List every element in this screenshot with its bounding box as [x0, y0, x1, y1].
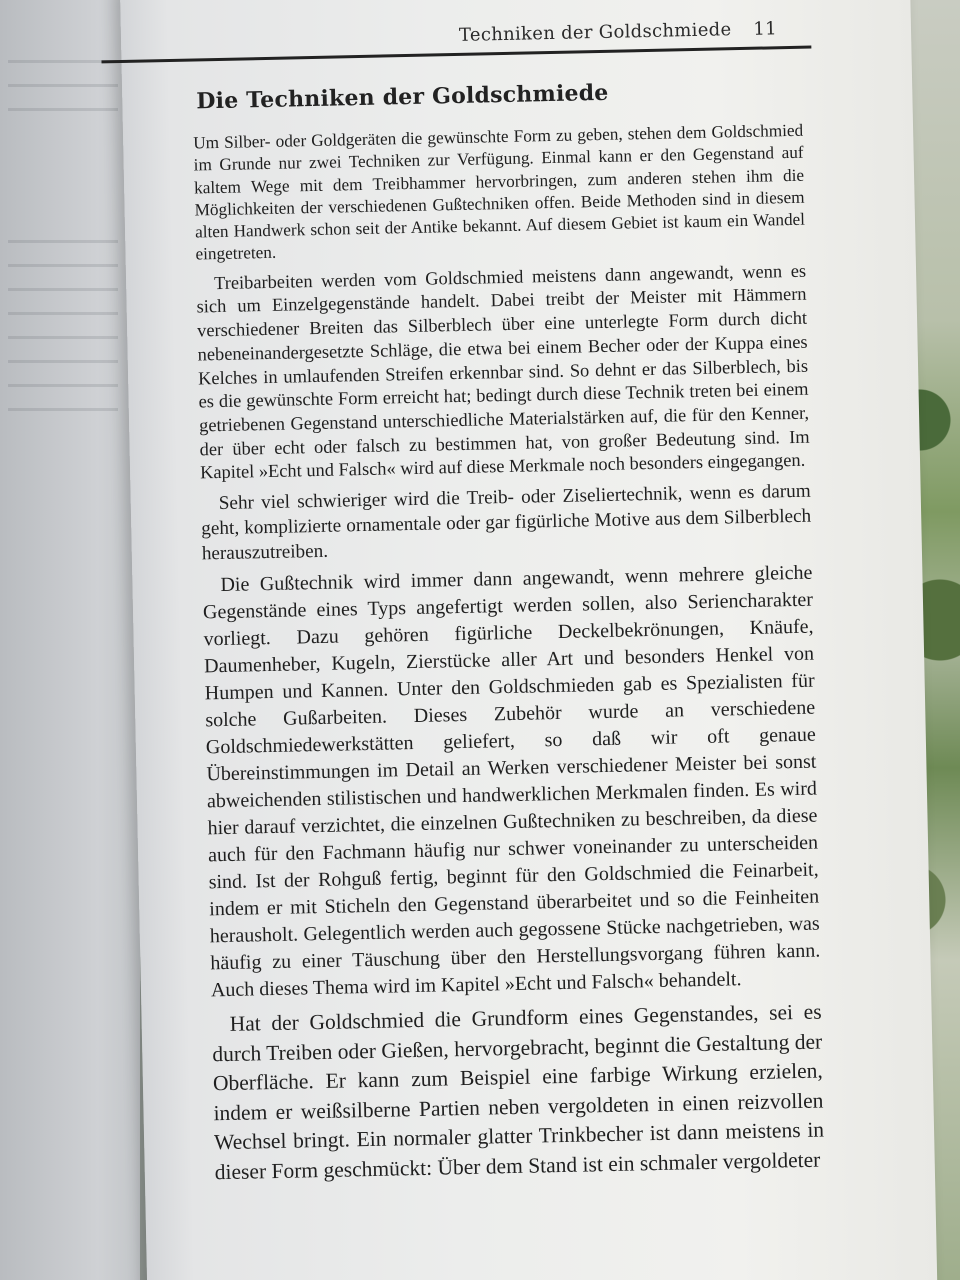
page-header: [121, 18, 801, 62]
bleed-line: [8, 384, 118, 387]
article-body: [192, 76, 825, 1194]
bleed-line: [8, 288, 118, 291]
book-page: [120, 0, 937, 1280]
paragraph-4: Die Gußtechnik wird immer dann angewandt, wenn mehrere gleiche Gegenstände eines Typs angefertigt werden sollen, also Seriencharakter vorliegt. Dazu gehören figürliche Deckelbekrönungen, Knäufe, Daumenheber, Kugeln, Zierstücke aller Art und besonders Henkel von Humpen und Kannen. Unter den Goldschmieden gab es Spezialisten für solche Gußarbeiten. Dieses Zubehör wurde an verschiedene Goldschmiedewerkstätten geliefert, so daß wir oft genaue Übereinstimmungen im Detail an Werken verschiedener Meister bei sonst abweichenden stilistischen und handwerklichen Merkmalen finden. Es wird hier darauf verzichtet, die einzelnen Gußtechniken zu beschreiben, da diese auch für den Fachmann häufig nur schwer voneinander zu unterscheiden sind. Ist der Rohguß fertig, beginnt für den Goldschmied die Feinarbeit, indem er mit Sticheln den Gegenstand überarbeitet und so die Feinheiten herausholt. Gelegentlich werden auch gegossene Stücke nachgetrieben, was häufig zu einer Täuschung über den Herstellungsvorgang führen kann. Auch dieses Thema wird im Kapitel »Echt und Falsch« behandelt.: [202, 561, 821, 1002]
running-head: [459, 18, 777, 46]
running-title: Techniken der Goldschmiede: [458, 19, 732, 46]
header-rule: [101, 46, 811, 64]
bleed-line: [8, 408, 118, 411]
page-number: 11: [753, 18, 778, 40]
paragraph-2: Treibarbeiten werden vom Goldschmied meistens dann angewandt, wenn es sich um Einzelgegenstände handelt. Dabei treibt der Meister mit Hämmern verschiedener Breiten das Silberblech über eine unterlegte Form durch dicht nebeneinandergesetzte Schläge, die etwa bei einem Becher oder der Kuppa eines Kelches in umlaufenden Streifen erkennbar sind. So dehnt er das Silberblech, bis es die gewünschte Form erreicht hat; bedingt durch diese Technik treten bei einem getriebenen Gegenstand unterschiedliche Materialstärken auf, die für den Kenner, der über echt oder falsch zu bestimmen hat, von großer Bedeutung sind. Im Kapitel »Echt und Falsch« wird auf diese Merkmale noch besonders eingegangen.: [196, 260, 810, 483]
bleed-line: [8, 312, 118, 315]
paragraph-3: Sehr viel schwieriger wird die Treib- oder Ziseliertechnik, wenn es darum geht, komplizierte ornamentale oder gar figürliche Motive aus dem Silberblech herauszutreiben.: [201, 480, 812, 565]
bleed-line: [8, 108, 118, 111]
paragraph-5: Hat der Goldschmied die Grundform eines Gegenstandes, sei es durch Treiben oder Gießen, hervorgebracht, beginnt die Gestaltung der Oberfläche. Er kann zum Beispiel eine farbige Wirkung erzielen, indem er weißsilberne Partien neben vergoldeten in einen reizvollen Wechsel bringt. Ein normaler glatter Trinkbecher ist dann meistens in dieser Form geschmückt: Über dem Stand ist ein schmaler vergoldeter: [212, 999, 825, 1184]
bleed-line: [8, 84, 118, 87]
bleed-line: [8, 240, 118, 243]
article-title: Die Techniken der Goldschmiede: [196, 79, 609, 115]
bleed-line: [8, 336, 118, 339]
bleed-line: [8, 360, 118, 363]
previous-page: [0, 0, 140, 1280]
paragraph-1: Um Silber- oder Goldgeräten die gewünschte Form zu geben, stehen dem Goldschmied im Grunde nur zwei Techniken zur Verfügung. Einmal kann er den Gegenstand auf kaltem Wege mit dem Treibhammer hervorbringen, zum anderen stehen ihm die Möglichkeiten der verschiedenen Gußtechniken offen. Beide Methoden sind in diesem alten Handwerk schon seit der Antike bekannt. Auf diesem Gebiet ist kaum ein Wandel eingetreten.: [193, 120, 806, 264]
bleed-line: [8, 264, 118, 267]
